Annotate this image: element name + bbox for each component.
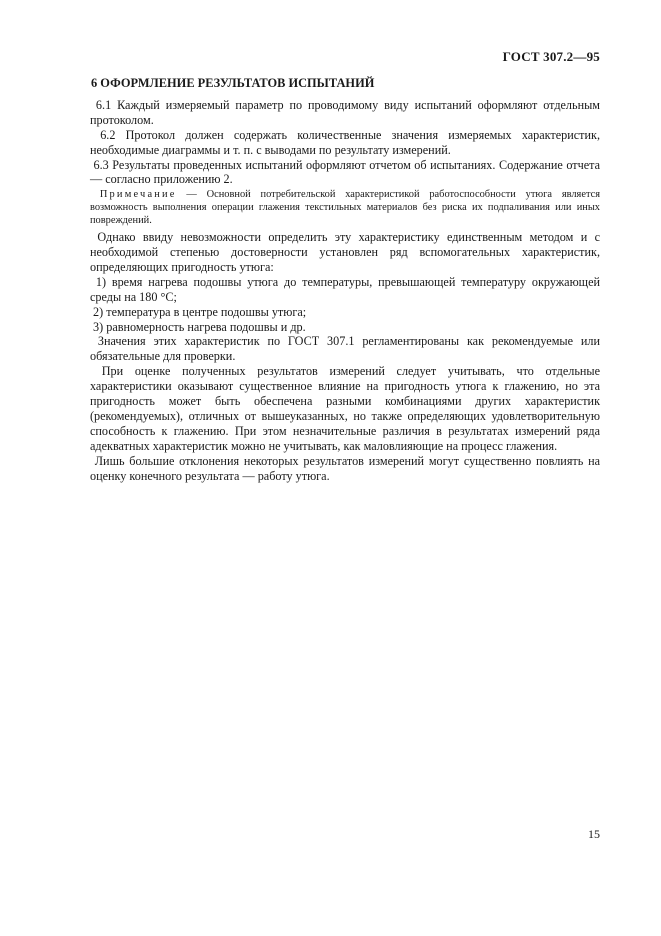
- paragraph-however: [90, 230, 600, 275]
- list-item-3: [90, 320, 600, 335]
- note-label: Примечание: [99, 189, 177, 201]
- paragraph-6-1-text: 6.1 Каждый измеряемый параметр по проводимому виду испытаний оформляют отдельным протоколом.: [90, 97, 600, 127]
- paragraph-6-2: [90, 128, 600, 158]
- section-title: [90, 76, 600, 91]
- paragraph-values-text: Значения этих характеристик по ГОСТ 307.1 регламентированы как рекомендуемые или обязательные для проверки.: [90, 334, 600, 364]
- paragraph-only: [90, 454, 600, 484]
- paragraph-only-text: Лишь большие отклонения некоторых результатов измерений могут существенно повлиять на оценку конечного результата — работу утюга.: [90, 453, 601, 483]
- paragraph-6-3: [90, 158, 600, 188]
- paragraph-values: [90, 334, 600, 364]
- list-item-1-text: 1) время нагрева подошвы утюга до температуры, превышающей температуру окружающей среды на 180 °С;: [90, 274, 600, 304]
- list-item-2-text: 2) температура в центре подошвы утюга;: [93, 304, 307, 319]
- note-text: — Основной потребительской характеристикой работоспособности утюга является возможность выполнения операции глажения текстильных материалов без риска их подпаливания или иных повреждений.: [90, 189, 600, 226]
- paragraph-however-text: Однако ввиду невозможности определить эту характеристику единственным методом и с необходимой степенью достоверности установлен ряд вспомогательных характеристик, определяющих пригодность утюга:: [90, 230, 601, 274]
- document-code-header: ГОСТ 307.2—95: [502, 49, 600, 64]
- paragraph-evaluation-text: При оценке полученных результатов измерений следует учитывать, что отдельные характеристики оказывают существенное влияние на пригодность утюга к глажению, но эта пригодность может быть обеспечена разными комбинациями других характеристик (рекомендуемых), отличных от вышеуказанных, но также определяющих удовлетворительную способность к глажению. При этом незначительные различия в результатах измерений ряда адекватных характеристик можно не учитывать, как маловлияющие на процесс глажения.: [90, 364, 600, 453]
- note: [90, 189, 600, 227]
- paragraph-evaluation: [90, 364, 600, 453]
- paragraph-6-2-text: 6.2 Протокол должен содержать количественные значения измеряемых характеристик, необходимые диаграммы и т. п. с выводами по результату измерений.: [90, 127, 600, 157]
- page-number: 15: [588, 827, 600, 841]
- paragraph-6-1: [90, 98, 600, 128]
- list-item-2: [90, 305, 600, 320]
- section-title-text: 6 ОФОРМЛЕНИЕ РЕЗУЛЬТАТОВ ИСПЫТАНИЙ: [91, 76, 375, 90]
- list-item-3-text: 3) равномерность нагрева подошвы и др.: [93, 319, 306, 334]
- page-content: [90, 76, 600, 484]
- list-item-1: [90, 275, 600, 305]
- paragraph-6-3-text: 6.3 Результаты проведенных испытаний оформляют отчетом об испытаниях. Содержание отчета — согласно приложению 2.: [90, 157, 601, 187]
